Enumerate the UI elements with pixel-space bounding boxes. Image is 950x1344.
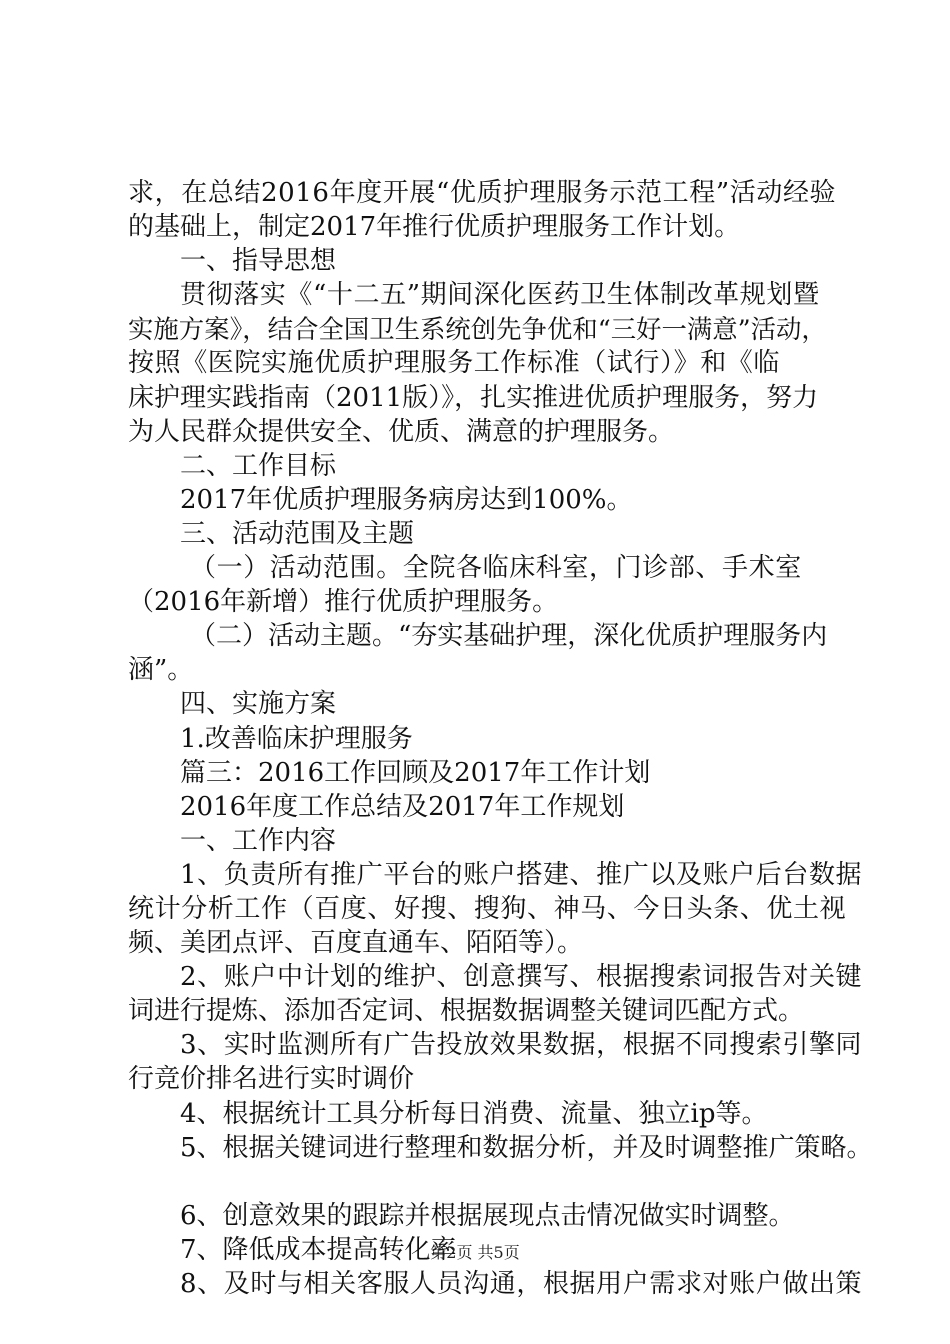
paragraph-line: （一）活动范围。全院各临床科室，门诊部、手术室 <box>190 553 802 584</box>
paragraph-line: 2016年度工作总结及2017年工作规划 <box>180 791 625 822</box>
paragraph-line: （二）活动主题。“夯实基础护理，深化优质护理服务内 <box>190 621 828 652</box>
paragraph-line: 7、降低成本提高转化率 <box>180 1234 457 1265</box>
document-body <box>128 176 873 1301</box>
paragraph-line: 1.改善临床护理服务 <box>180 723 413 754</box>
paragraph-line: 贯彻落实《“十二五”期间深化医药卫生体制改革规划暨 <box>180 280 820 311</box>
paragraph-line: 1、负责所有推广平台的账户搭建、推广以及账户后台数据 <box>180 859 863 890</box>
section-heading: 四、实施方案 <box>180 689 337 720</box>
paragraph-line: 床护理实践指南（2011版）》，扎实推进优质护理服务，努力 <box>128 382 819 413</box>
paragraph-line: 实施方案》，结合全国卫生系统创先争优和“三好一满意”活动， <box>128 314 827 345</box>
paragraph-line: 按照《医院实施优质护理服务工作标准（试行）》和《临 <box>128 348 781 379</box>
section-heading: 一、指导思想 <box>180 246 337 277</box>
section-heading: 三、活动范围及主题 <box>180 518 415 549</box>
section-heading: 二、工作目标 <box>180 450 337 481</box>
paragraph-line: 频、美团点评、百度直通车、陌陌等）。 <box>128 928 584 959</box>
page-number-footer: 第2页 共5页 <box>430 1243 520 1262</box>
paragraph-line: 4、根据统计工具分析每日消费、流量、独立ip等。 <box>180 1098 768 1129</box>
paragraph-line: 3、实时监测所有广告投放效果数据，根据不同搜索引擎同 <box>180 1030 863 1061</box>
section-heading: 一、工作内容 <box>180 825 337 856</box>
paragraph-line: 2017年优质护理服务病房达到100%。 <box>180 484 633 515</box>
paragraph-line: 的基础上，制定2017年推行优质护理服务工作计划。 <box>128 212 741 243</box>
paragraph-line: 求，在总结2016年度开展“优质护理服务示范工程”活动经验 <box>128 178 837 208</box>
paragraph-line: 词进行提炼、添加否定词、根据数据调整关键词匹配方式。 <box>128 996 805 1027</box>
paragraph-line: 5、根据关键词进行整理和数据分析，并及时调整推广策略。 <box>180 1132 873 1163</box>
paragraph-line: 8、及时与相关客服人员沟通，根据用户需求对账户做出策 <box>180 1269 863 1299</box>
paragraph-line: 为人民群众提供安全、优质、满意的护理服务。 <box>128 416 675 447</box>
paragraph-line: 行竞价排名进行实时调价 <box>128 1064 415 1095</box>
paragraph-line: （2016年新增）推行优质护理服务。 <box>128 587 559 618</box>
paragraph-line: 2、账户中计划的维护、创意撰写、根据搜索词报告对关键 <box>180 962 863 993</box>
paragraph-line: 统计分析工作（百度、好搜、搜狗、神马、今日头条、优土视 <box>128 893 847 924</box>
paragraph-line: 6、创意效果的跟踪并根据展现点击情况做实时调整。 <box>180 1200 795 1231</box>
section-heading: 篇三：2016工作回顾及2017年工作计划 <box>180 757 651 788</box>
paragraph-line: 涵”。 <box>128 655 194 686</box>
blank-line <box>128 1165 848 1199</box>
